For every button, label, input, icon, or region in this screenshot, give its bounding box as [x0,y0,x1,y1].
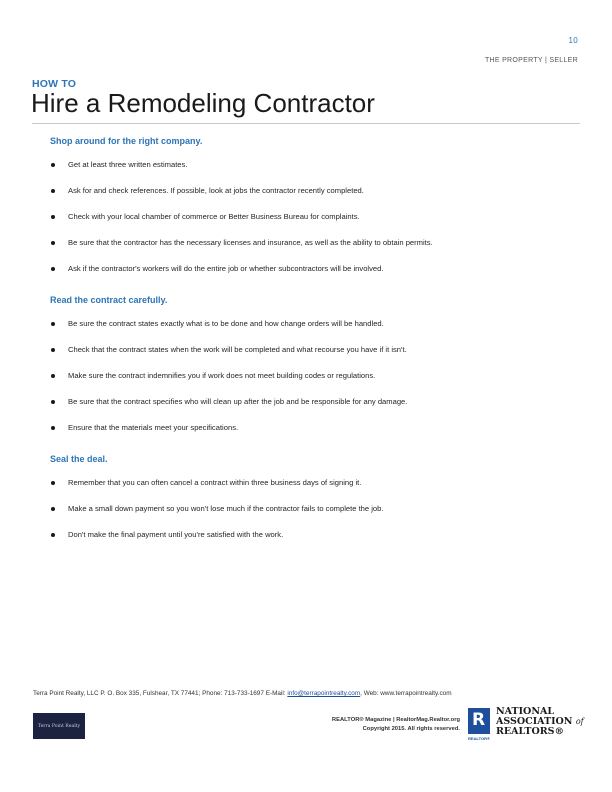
nar-of: of [575,717,584,726]
bullet-text: Be sure that the contractor has the necessary licenses and insurance, as well as the ability to obtain permits. [68,238,433,247]
section-tag: THE PROPERTY | SELLER [484,57,578,64]
bullet-text: Be sure the contract states exactly what is to be done and how change orders will be handled. [68,319,384,328]
bullet-dot-icon [51,163,55,167]
nar-logo-caption: REALTOR® [468,736,490,741]
email-link[interactable]: info@terrapointrealty.com [287,690,361,697]
bullet-list [50,319,570,449]
bullet-dot-icon [51,215,55,219]
footer-contact [33,690,452,697]
credit-line-1: REALTOR® Magazine | RealtorMag.Realtor.org [331,717,460,723]
bullet-dot-icon [51,426,55,430]
bullet-text: Ask if the contractor's workers will do the entire job or whether subcontractors will be involved. [68,264,384,273]
contact-suffix: , Web: www.terrapointrealty.com [360,690,452,697]
bullet-item [50,212,570,238]
realtor-credit [300,716,460,734]
bullet-item [50,423,570,449]
bullet-dot-icon [51,241,55,245]
bullet-dot-icon [51,481,55,485]
page-title: Hire a Remodeling Contractor [31,88,375,118]
bullet-item [50,186,570,212]
company-logo [33,713,85,739]
bullet-list [50,160,570,290]
bullet-item [50,160,570,186]
bullet-item [50,504,570,530]
bullet-dot-icon [51,267,55,271]
nar-line-3: REALTORS® [496,726,565,737]
contact-prefix: Terra Point Realty, LLC P. O. Box 335, Fulshear, TX 77441; Phone: 713-733-1697 E-Mail: [33,690,288,697]
bullet-dot-icon [51,400,55,404]
bullet-text: Check with your local chamber of commerce or Better Business Bureau for complaints. [68,212,360,221]
bullet-text: Don't make the final payment until you're satisfied with the work. [68,530,284,539]
bullet-item [50,319,570,345]
content [50,135,570,556]
nar-logo-icon: R REALTOR® [468,708,490,734]
bullet-dot-icon [51,348,55,352]
bullet-text: Make a small down payment so you won't lose much if the contractor fails to complete the job. [68,504,384,513]
bullet-dot-icon [51,189,55,193]
page-number: 10 [568,36,578,45]
title-divider [32,123,580,124]
credit-line-2: Copyright 2015. All rights reserved. [362,726,460,732]
bullet-item [50,238,570,264]
bullet-text: Remember that you can often cancel a contract within three business days of signing it. [68,478,362,487]
bullet-dot-icon [51,533,55,537]
bullet-item [50,530,570,556]
nar-wordmark [496,707,584,737]
eyebrow-label: HOW TO [32,78,77,90]
bullet-text: Get at least three written estimates. [68,160,188,169]
section-heading: Shop around for the right company. [50,136,203,146]
bullet-item [50,397,570,423]
bullet-dot-icon [51,322,55,326]
bullet-dot-icon [51,507,55,511]
bullet-text: Ensure that the materials meet your specifications. [68,423,239,432]
bullet-list [50,478,570,556]
company-logo-text: Terra Point Realty [37,723,81,729]
bullet-text: Make sure the contract indemnifies you if work does not meet building codes or regulations. [68,371,376,380]
bullet-item [50,345,570,371]
bullet-text: Ask for and check references. If possible, look at jobs the contractor recently completed. [68,186,364,195]
bullet-text: Check that the contract states when the work will be completed and what recourse you have if it isn't. [68,345,407,354]
nar-line-2: ASSOCIATION [496,716,573,727]
bullet-text: Be sure that the contract specifies who will clean up after the job and be responsible for any damage. [68,397,408,406]
bullet-item [50,264,570,290]
section-heading: Read the contract carefully. [50,295,168,305]
nar-line-1: NATIONAL [496,706,555,717]
bullet-dot-icon [51,374,55,378]
bullet-item [50,478,570,504]
section-heading: Seal the deal. [50,454,108,464]
bullet-item [50,371,570,397]
